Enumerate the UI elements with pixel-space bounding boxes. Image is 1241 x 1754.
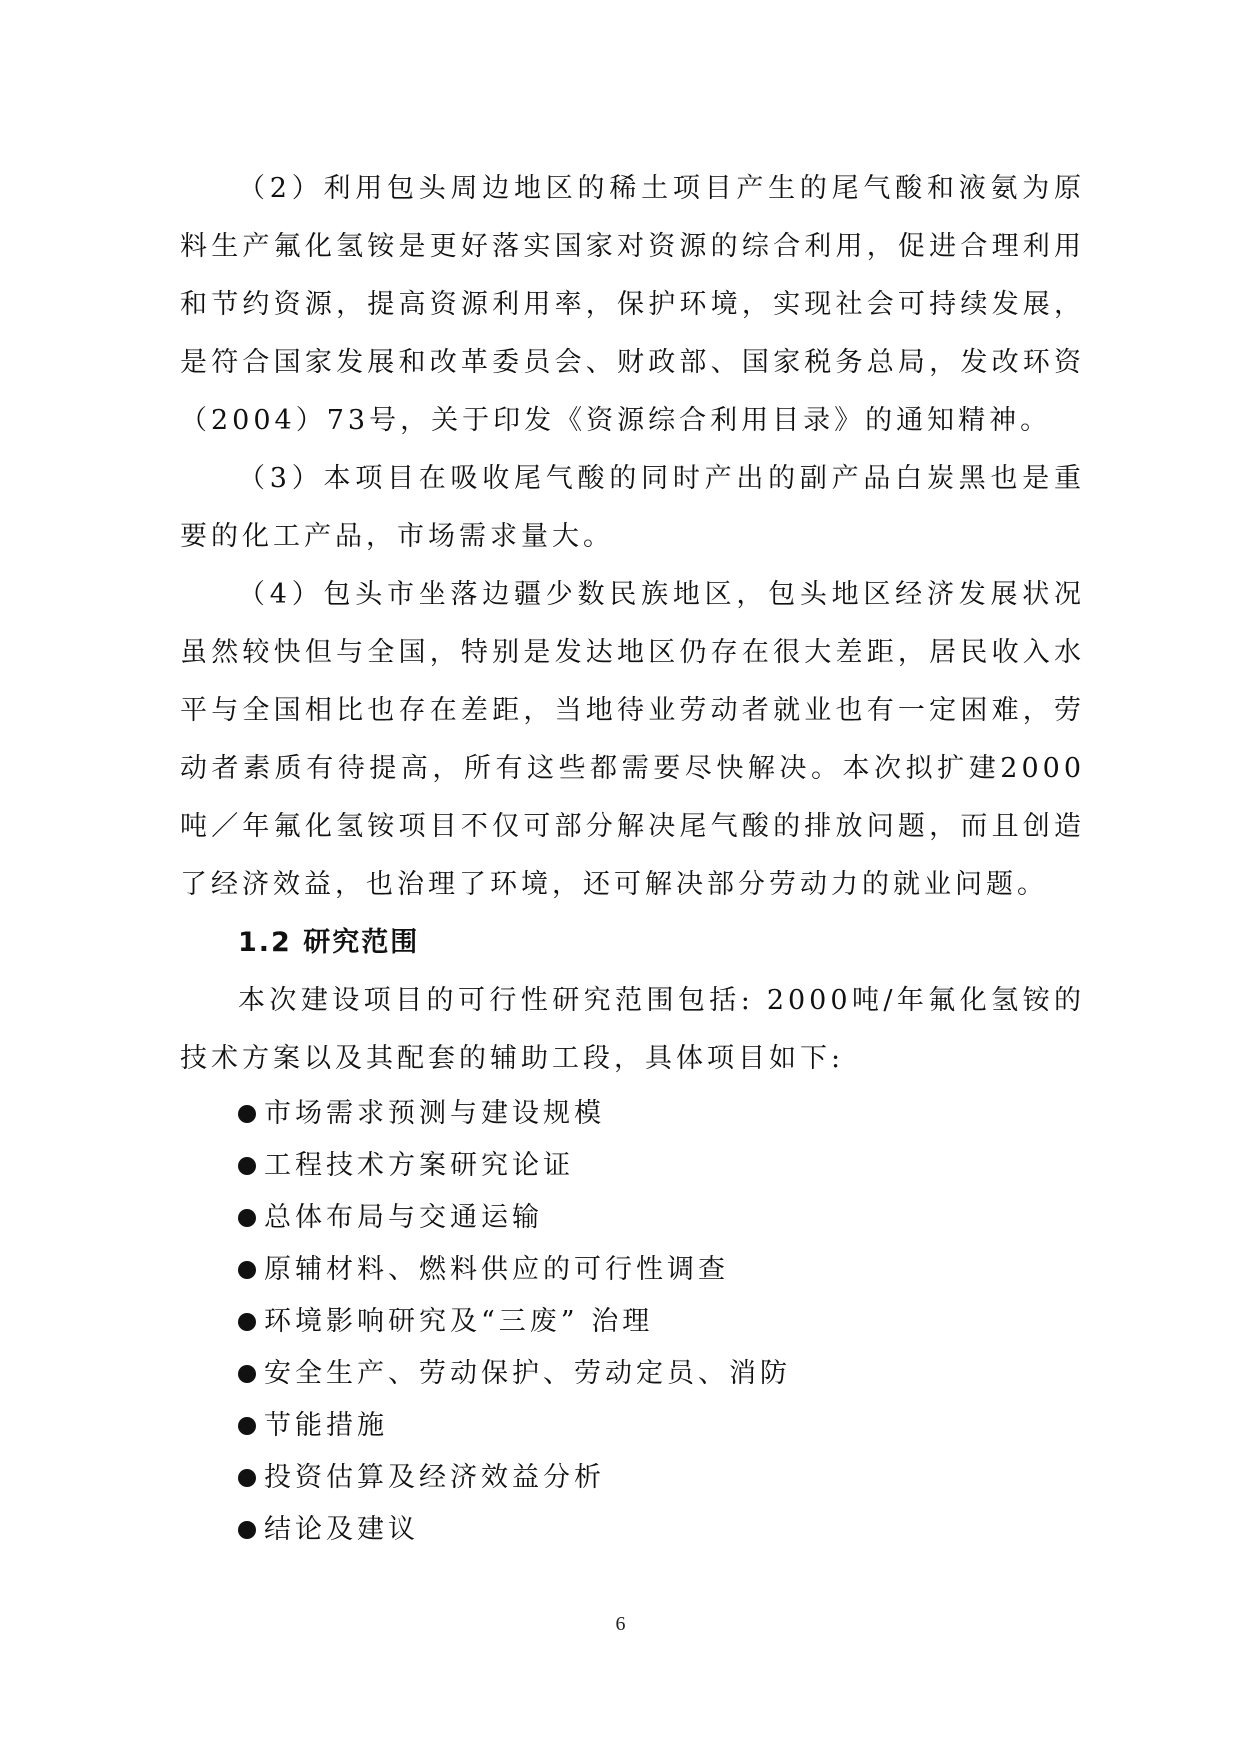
list-item-text: 结论及建议 xyxy=(264,1514,419,1545)
list-item xyxy=(180,1348,1085,1400)
bullet-icon xyxy=(238,1209,256,1227)
list-item xyxy=(180,1192,1085,1244)
list-item xyxy=(180,1088,1085,1140)
bullet-icon xyxy=(238,1313,256,1331)
bullet-icon xyxy=(238,1261,256,1279)
list-item-text: 总体布局与交通运输 xyxy=(264,1202,543,1233)
bullet-icon xyxy=(238,1417,256,1435)
bullet-icon xyxy=(238,1521,256,1539)
list-item-text: 投资估算及经济效益分析 xyxy=(264,1462,605,1493)
bullet-icon xyxy=(238,1469,256,1487)
paragraph-4: （4）包头市坐落边疆少数民族地区，包头地区经济发展状况虽然较快但与全国，特别是发达地区仍存在很大差距，居民收入水平与全国相比也存在差距，当地待业劳动者就业也有一定困难，劳动者素质有待提高，所有这些都需要尽快解决。本次拟扩建2000吨／年氟化氢铵项目不仅可部分解决尾气酸的排放问题，而且创造了经济效益，也治理了环境，还可解决部分劳动力的就业问题。 xyxy=(180,579,1085,900)
list-item-text: 节能措施 xyxy=(264,1410,388,1441)
list-item-text: 市场需求预测与建设规模 xyxy=(264,1098,605,1129)
list-item-text: 工程技术方案研究论证 xyxy=(264,1150,574,1181)
section-heading: 1.2 研究范围 xyxy=(238,927,420,958)
bullet-icon xyxy=(238,1157,256,1175)
scope-list xyxy=(180,1088,1085,1556)
section-intro: 本次建设项目的可行性研究范围包括: 2000吨/年氟化氢铵的技术方案以及其配套的辅助工段，具体项目如下: xyxy=(180,985,1085,1074)
list-item-text: 环境影响研究及“三废” 治理 xyxy=(264,1306,654,1337)
list-item-text: 原辅材料、燃料供应的可行性调查 xyxy=(264,1254,729,1285)
list-item xyxy=(180,1504,1085,1556)
list-item xyxy=(180,1400,1085,1452)
list-item xyxy=(180,1244,1085,1296)
list-item xyxy=(180,1452,1085,1504)
paragraph-3: （3）本项目在吸收尾气酸的同时产出的副产品白炭黑也是重要的化工产品，市场需求量大。 xyxy=(180,463,1085,552)
paragraph-2: （2）利用包头周边地区的稀土项目产生的尾气酸和液氨为原料生产氟化氢铵是更好落实国家对资源的综合利用，促进合理利用和节约资源，提高资源利用率，保护环境，实现社会可持续发展，是符合国家发展和改革委员会、财政部、国家税务总局，发改环资（2004）73号，关于印发《资源综合利用目录》的通知精神。 xyxy=(180,173,1085,436)
list-item-text: 安全生产、劳动保护、劳动定员、消防 xyxy=(264,1358,791,1389)
list-item xyxy=(180,1140,1085,1192)
list-item xyxy=(180,1296,1085,1348)
bullet-icon xyxy=(238,1365,256,1383)
bullet-icon xyxy=(238,1105,256,1123)
page-number: 6 xyxy=(615,1613,626,1635)
page-content xyxy=(180,160,1085,1556)
